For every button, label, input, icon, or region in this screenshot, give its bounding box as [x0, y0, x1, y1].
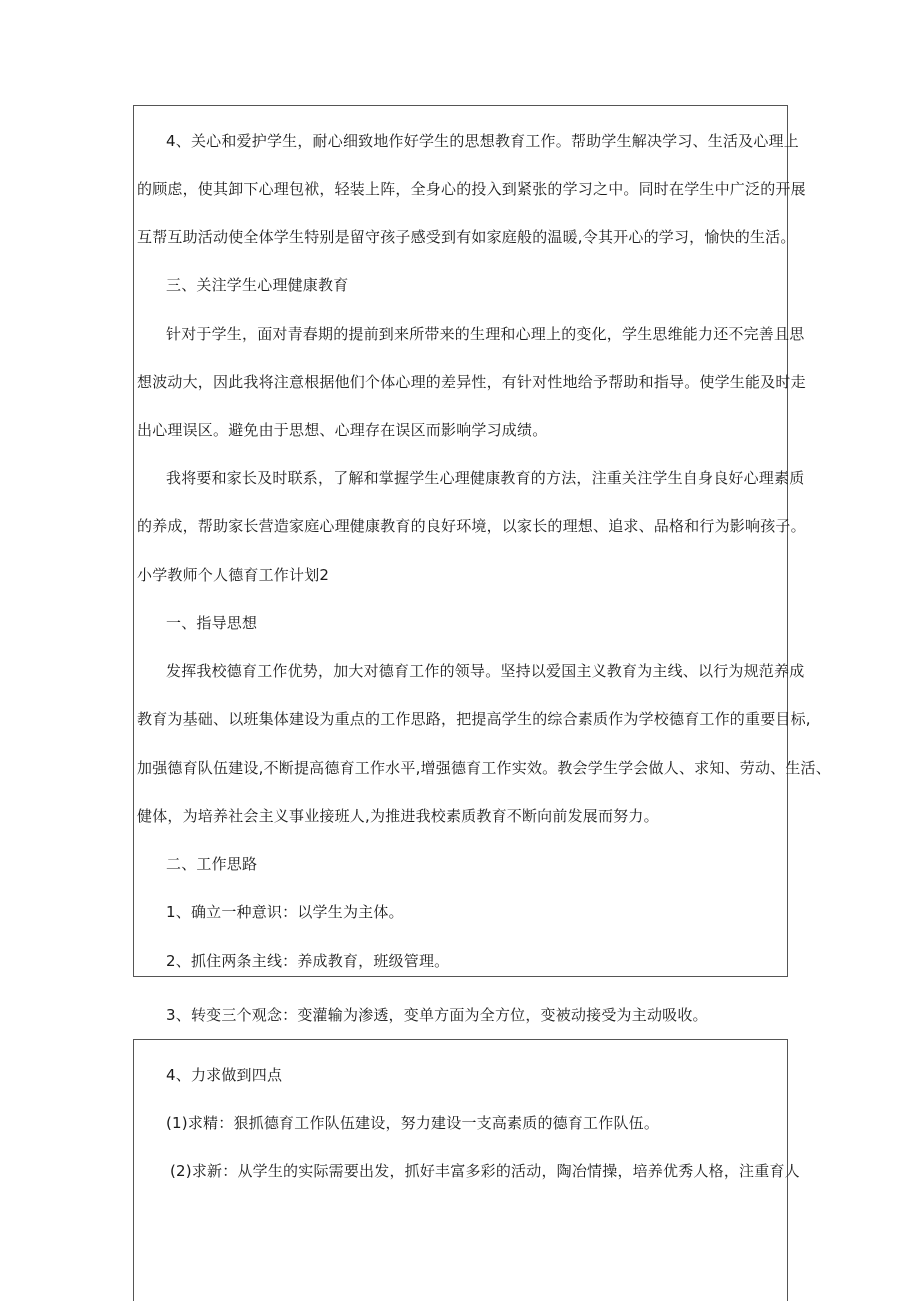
paragraph-line: 的顾虑，使其卸下心理包袱，轻装上阵，全身心的投入到紧张的学习之中。同时在学生中广泛的开展 [137, 180, 806, 198]
section-heading: 一、指导思想 [166, 614, 258, 632]
document-title: 小学教师个人德育工作计划2 [137, 566, 330, 584]
section-heading: 三、关注学生心理健康教育 [166, 276, 349, 294]
paragraph-line: 出心理误区。避免由于思想、心理存在误区而影响学习成绩。 [137, 421, 548, 439]
list-item: 2、抓住两条主线：养成教育，班级管理。 [166, 952, 450, 970]
paragraph-line: 的养成，帮助家长营造家庭心理健康教育的良好环境，以家长的理想、追求、品格和行为影响孩子。 [137, 517, 806, 535]
paragraph-line: 4、关心和爱护学生，耐心细致地作好学生的思想教育工作。帮助学生解决学习、生活及心理上 [166, 132, 799, 150]
paragraph-line: 教育为基础、以班集体建设为重点的工作思路，把提高学生的综合素质作为学校德育工作的重要目标, [137, 710, 811, 728]
list-item: 1、确立一种意识：以学生为主体。 [166, 903, 404, 921]
paragraph-line: 互帮互助活动使全体学生特别是留守孩子感受到有如家庭般的温暖,令其开心的学习，愉快的生活。 [137, 228, 796, 246]
list-item: (1)求精：狠抓德育工作队伍建设，努力建设一支高素质的德育工作队伍。 [166, 1114, 660, 1132]
list-item: 3、转变三个观念：变灌输为渗透，变单方面为全方位，变被动接受为主动吸收。 [166, 1006, 708, 1024]
paragraph-line: 想波动大，因此我将注意根据他们个体心理的差异性，有针对性地给予帮助和指导。使学生能及时走 [137, 373, 806, 391]
paragraph-line: 我将要和家长及时联系，了解和掌握学生心理健康教育的方法，注重关注学生自身良好心理素质 [166, 469, 805, 487]
paragraph-line: 针对于学生，面对青春期的提前到来所带来的生理和心理上的变化，学生思维能力还不完善且思 [166, 325, 805, 343]
paragraph-line: 健体，为培养社会主义事业接班人,为推进我校素质教育不断向前发展而努力。 [137, 807, 659, 825]
list-item: (2)求新：从学生的实际需要出发，抓好丰富多彩的活动，陶冶情操，培养优秀人格，注重育人 [170, 1162, 800, 1180]
paragraph-line: 加强德育队伍建设,不断提高德育工作水平,增强德育工作实效。教会学生学会做人、求知、劳动、生活、 [137, 759, 831, 777]
list-item: 4、力求做到四点 [166, 1066, 283, 1084]
section-heading: 二、工作思路 [166, 855, 258, 873]
paragraph-line: 发挥我校德育工作优势，加大对德育工作的领导。坚持以爱国主义教育为主线、以行为规范养成 [166, 662, 805, 680]
